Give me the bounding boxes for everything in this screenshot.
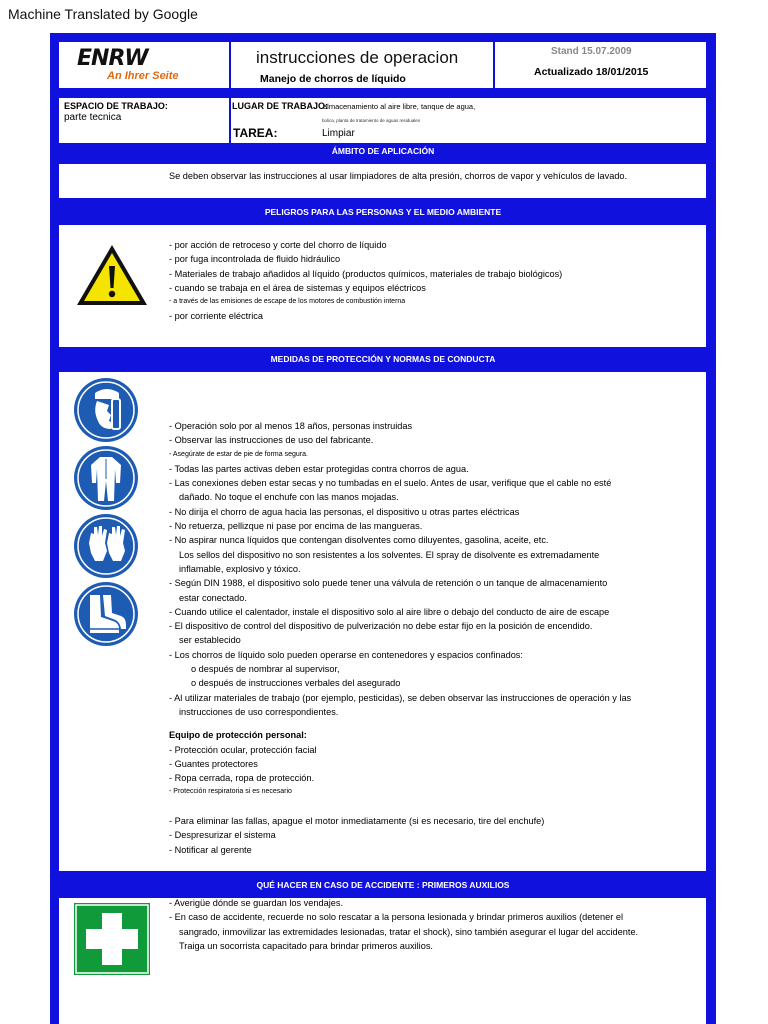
- safety-boots-icon: [73, 581, 139, 647]
- faults-list: [169, 814, 544, 857]
- scope-line: Se deben observar las instrucciones al usar limpiadores de alta presión, chorros de vapor y vehículos de lavado.: [169, 171, 628, 181]
- workplace-label: LUGAR DE TRABAJO:: [232, 101, 328, 111]
- section-title-faults: COMPORTAMIENTO ANTE FALTAS: [312, 784, 454, 794]
- accident-list: [169, 896, 638, 953]
- list-item: - No aspirar nunca líquidos que contengan disolventes como diluyentes, gasolina, aceite, etc.: [169, 535, 549, 546]
- list-item: - No retuerza, pellizque ni pase por encima de las mangueras.: [169, 521, 423, 532]
- updated-date: Actualizado 18/01/2015: [534, 66, 649, 78]
- section-title-measures: MEDIDAS DE PROTECCIÓN Y NORMAS DE CONDUCTA: [270, 354, 496, 364]
- section-title-hazards: PELIGROS PARA LAS PERSONAS Y EL MEDIO AMBIENTE: [264, 207, 502, 217]
- workplace-row: [59, 98, 706, 143]
- machine-translation-banner: Machine Translated by Google: [8, 6, 198, 22]
- list-item: - Asegúrate de estar de pie de forma segura.: [169, 450, 308, 458]
- ppe-title: Equipo de protección personal:: [169, 730, 307, 741]
- instruction-sheet: [50, 33, 716, 1024]
- logo-cell: [59, 42, 229, 88]
- list-item: Los sellos del dispositivo no son resistentes a los solventes. El spray de disolvente es extremadamente: [179, 549, 600, 560]
- first-aid-icon: [74, 903, 150, 975]
- list-item: o después de nombrar al supervisor,: [191, 664, 340, 675]
- face-shield-icon: [73, 377, 139, 443]
- task-value: Limpiar: [322, 128, 355, 139]
- list-item: - por fuga incontrolada de fluido hidráulico: [169, 254, 341, 265]
- task-label: TAREA:: [233, 126, 278, 140]
- workspace-value: parte tecnica: [64, 112, 122, 123]
- dates-cell: [495, 42, 706, 88]
- protective-suit-icon: [73, 445, 139, 511]
- company-logo: ENRW: [77, 46, 148, 71]
- list-item: - Notificar al gerente: [169, 844, 252, 855]
- list-item: - Cuando utilice el calentador, instale el dispositivo solo al aire libre o debajo del conducto de aire de escape: [169, 606, 610, 617]
- list-item: - Los chorros de líquido solo pueden operarse en contenedores y espacios confinados:: [169, 649, 523, 660]
- list-item: - por acción de retroceso y corte del chorro de líquido: [169, 240, 387, 250]
- list-item: - Guantes protectores: [169, 758, 258, 769]
- list-item: - Las conexiones deben estar secas y no tumbadas en el suelo. Antes de usar, verifique que el cable no esté: [169, 478, 612, 489]
- company-tagline: An Ihrer Seite: [107, 70, 179, 82]
- list-item: - Averigüe dónde se guardan los vendajes.: [169, 898, 344, 908]
- list-item: - En caso de accidente, recuerde no solo rescatar a la persona lesionada y brindar primeros auxilios (detener el: [169, 912, 624, 923]
- list-item: - Protección ocular, protección facial: [169, 744, 317, 755]
- page-title: instrucciones de operacion: [256, 48, 459, 67]
- list-item: inflamable, explosivo y tóxico.: [179, 563, 301, 574]
- list-item: - Operación solo por al menos 18 años, personas instruidas: [169, 421, 413, 431]
- list-item: - Materiales de trabajo añadidos al líquido (productos químicos, materiales de trabajo biológicos): [169, 268, 563, 279]
- gloves-icon: [73, 513, 139, 579]
- list-item: - El dispositivo de control del dispositivo de pulverización no debe estar fijo en la posición de encendido.: [169, 621, 593, 632]
- list-item: - Todas las partes activas deben estar protegidas contra chorros de agua.: [169, 463, 469, 474]
- title-cell: [231, 42, 493, 88]
- workplace-note: bolica, planta de tratamiento de aguas residuales: [322, 118, 421, 123]
- list-item: - Protección respiratoria si es necesario: [169, 788, 292, 796]
- list-item: instrucciones de uso correspondientes.: [179, 706, 339, 717]
- list-item: - Al utilizar materiales de trabajo (por ejemplo, pesticidas), se deben observar las instrucciones de operación y las: [169, 692, 632, 703]
- list-item: ser establecido: [179, 635, 241, 646]
- list-item: - Según DIN 1988, el dispositivo solo puede tener una válvula de retención o un tanque de almacenamiento: [169, 578, 608, 589]
- list-item: - Para eliminar las fallas, apague el motor inmediatamente (si es necesario, tire del enchufe): [169, 816, 545, 826]
- list-item: o después de instrucciones verbales del asegurado: [191, 678, 401, 689]
- warning-triangle-icon: [74, 242, 150, 308]
- list-item: dañado. No toque el enchufe con las manos mojadas.: [179, 492, 399, 503]
- scope-block: [59, 164, 706, 198]
- list-item: Traiga un socorrista capacitado para brindar primeros auxilios.: [179, 940, 433, 951]
- hazards-list: [169, 238, 562, 324]
- list-item: - a través de las emisiones de escape de los motores de combustión interna: [169, 298, 406, 306]
- list-item: - Ropa cerrada, ropa de protección.: [169, 773, 315, 784]
- faults-block: [59, 802, 706, 871]
- accident-block: [59, 898, 706, 1024]
- workplace-value: almacenamiento al aire libre, tanque de agua,: [323, 102, 476, 111]
- list-item: sangrado, inmovilizar las extremidades lesionadas, tratar el shock), sino también asegurar el lugar del accidente.: [179, 926, 639, 937]
- stand-date: Stand 15.07.2009: [551, 46, 632, 57]
- list-item: - cuando se trabaja en el área de sistemas y equipos eléctricos: [169, 282, 426, 293]
- measures-list: [169, 419, 631, 800]
- scope-text: [169, 169, 627, 183]
- list-item: - por corriente eléctrica: [169, 311, 263, 322]
- workspace-label: ESPACIO DE TRABAJO:: [64, 101, 168, 111]
- measures-block: [59, 372, 706, 802]
- list-item: - Despresurizar el sistema: [169, 830, 276, 841]
- hazards-block: [59, 225, 706, 347]
- section-title-accident: QUÉ HACER EN CASO DE ACCIDENTE : PRIMEROS AUXILIOS: [256, 880, 510, 890]
- list-item: - Observar las instrucciones de uso del fabricante.: [169, 435, 374, 446]
- divider: [229, 98, 231, 143]
- list-item: - No dirija el chorro de agua hacia las personas, el dispositivo u otras partes eléctricas: [169, 506, 520, 517]
- list-item: estar conectado.: [179, 592, 247, 603]
- page-subtitle: Manejo de chorros de líquido: [260, 73, 406, 85]
- section-title-scope: ÁMBITO DE APLICACIÓN: [331, 146, 435, 156]
